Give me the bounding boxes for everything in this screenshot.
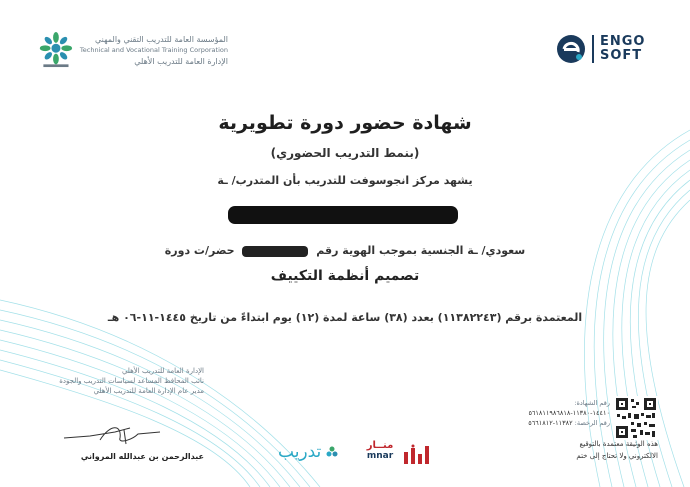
nationality-text: سعودي/ ـة الجنسية بموجب الهوية رقم bbox=[316, 244, 526, 257]
mnar-logo bbox=[360, 440, 400, 466]
mnar-english: mnar bbox=[366, 451, 394, 461]
license-number-row bbox=[508, 418, 610, 428]
verification-line-1: هذه الوثيقة معتمدة بالتوقيع bbox=[579, 440, 658, 448]
nationality-id-line bbox=[0, 244, 690, 257]
license-label: رقم الرخصة: bbox=[574, 419, 610, 427]
mnar-arabic: منــار bbox=[366, 440, 394, 451]
tadreeb-text: تدريب bbox=[278, 442, 322, 462]
certificate-meta bbox=[508, 398, 610, 428]
approval-details: المعتمدة برقم (١١٣٨٢٢٤٣) بعدد (٣٨) ساعة لمدة (١٢) يوم ابتداءً من تاريخ ١٤٤٥-١١-٠٦ هـ bbox=[107, 311, 583, 324]
signer-title-1: الإدارة العامة للتدريب الأهلي bbox=[121, 367, 204, 375]
tvtc-department: الإدارة العامة للتدريب الأهلي bbox=[134, 56, 228, 66]
verification-note bbox=[508, 438, 658, 462]
signer-title-3: مدير عام الإدارة العامة للتدريب الأهلي bbox=[93, 387, 204, 395]
attestation-line: يشهد مركز انجوسوفت للتدريب بأن المتدرب/ ـة bbox=[217, 174, 473, 187]
tvtc-logo bbox=[38, 26, 228, 74]
mnar-emblem-icon bbox=[402, 444, 436, 466]
signer-name: عبدالرحمن بن عبدالله المرواني bbox=[80, 452, 204, 461]
cert-number-label: رقم الشهادة: bbox=[574, 399, 610, 407]
engosoft-logo bbox=[556, 32, 656, 66]
soft-word: SOFT bbox=[600, 48, 643, 63]
signer-titles bbox=[54, 366, 204, 396]
certificate-subtitle: (بنمط التدريب الحضوري) bbox=[270, 146, 420, 160]
cert-number-value: ١٤٤١٠-١١٣٨٠-٥٦١٨١١٩٨٦٨١٨ bbox=[528, 409, 610, 417]
engo-word: ENGO bbox=[600, 34, 646, 49]
certificate-title: شهادة حضور دورة تطويرية bbox=[218, 112, 472, 134]
tvtc-arabic-name: المؤسسة العامة للتدريب التقني والمهني bbox=[94, 34, 228, 44]
qr-code-icon bbox=[614, 396, 658, 440]
redacted-id-number bbox=[242, 246, 308, 257]
tvtc-english-name: Technical and Vocational Training Corporation bbox=[79, 45, 228, 54]
course-name: تصميم أنظمة التكييف bbox=[270, 268, 420, 284]
redacted-trainee-name bbox=[228, 206, 458, 224]
attended-text: حضر/ت دورة bbox=[164, 244, 235, 257]
license-value: ١١٣٨٢-٥٦٦١٨١٢ bbox=[528, 419, 573, 427]
tvtc-name-text bbox=[80, 34, 228, 67]
tadreeb-logo bbox=[278, 440, 350, 464]
verification-line-2: الالكتروني ولا تحتاج إلى ختم bbox=[576, 452, 658, 460]
handwritten-signature bbox=[60, 420, 170, 448]
engosoft-emblem-icon bbox=[556, 34, 586, 64]
tvtc-emblem-icon bbox=[38, 28, 74, 72]
tadreeb-emblem-icon bbox=[325, 445, 339, 459]
signer-title-2: نائب المحافظ المساعد لسياسات التدريب والجودة bbox=[59, 377, 204, 385]
